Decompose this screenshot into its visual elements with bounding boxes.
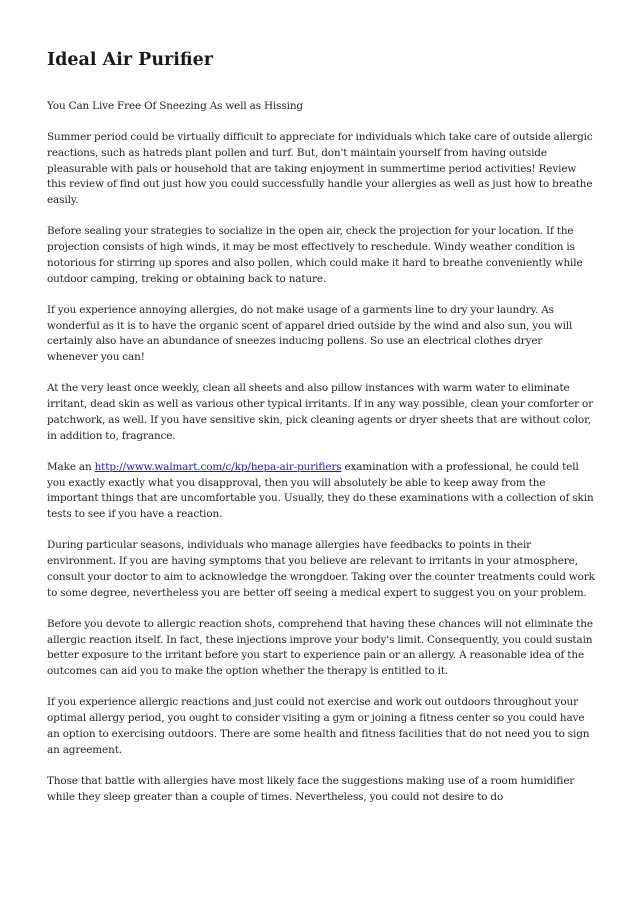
paragraph-9: Those that battle with allergies have most likely face the suggestions making use of a room humidifier while they sleep greater than a couple of times. Nevertheless, you could not desire to do	[47, 774, 575, 803]
paragraph-2: Before sealing your strategies to socialize in the open air, check the projection for your location. If the projection consists of high winds, it may be most effectively to reschedule. Windy weather condition is notorious for stirring up spores and also pollen, which could make it hard to breathe conveniently while outdoor camping, treking or obtaining back to nature.	[47, 225, 583, 285]
paragraph-4: At the very least once weekly, clean all sheets and also pillow instances with warm water to eliminate irritant, dead skin as well as various other typical irritants. If in any way possible, clean your comforter or patchwork, as well. If you have sensitive skin, pick cleaning agents or dryer sheets that are without color, in addition to, fragrance.	[47, 382, 594, 442]
document-title: Ideal Air Purifier	[47, 50, 214, 70]
paragraph-6: During particular seasons, individuals who manage allergies have feedbacks to points in their environment. If you are having symptoms that you believe are relevant to irritants in your atmosphere, consult your doctor to aim to acknowledge the wrongdoer. Taking over the counter treatments could work to some degree, nevertheless you are better off seeing a medical expert to suggest you on your problem.	[47, 539, 595, 599]
walmart-hepa-link[interactable]: http://www.walmart.com/c/kp/hepa-air-purifiers	[94, 460, 342, 473]
paragraph-1: Summer period could be virtually difficult to appreciate for individuals which take care of outside allergic reactions, such as hatreds plant pollen and turf. But, don't maintain yourself from having outside pleasurable with pals or household that are taking enjoyment in summertime period activities! Review this review of find out just how you could successfully handle your allergies as well as just how to breathe easily.	[47, 131, 593, 207]
paragraph-5-after: examination with a professional, he could tell you exactly exactly what you disapproval, then you will absolutely be able to keep away from the important things that are uncomfortable you. Usually, they do these examinations with a collection of skin tests to see if you have a reaction.	[47, 460, 594, 521]
document-page	[47, 48, 595, 821]
paragraph-3: If you experience annoying allergies, do not make usage of a garments line to dry your laundry. As wonderful as it is to have the organic scent of apparel dried outside by the wind and also sun, you will certainly also have an abundance of sneezes inducing pollens. So use an electrical clothes dryer whenever you can!	[47, 303, 573, 364]
paragraph-8: If you experience allergic reactions and just could not exercise and work out outdoors throughout your optimal allergy period, you ought to consider visiting a gym or joining a fitness center so you could have an option to exercising outdoors. There are some health and fitness facilities that do not need you to sign an agreement.	[47, 696, 590, 756]
paragraph-7: Before you devote to allergic reaction shots, comprehend that having these chances will not eliminate the allergic reaction itself. In fact, these injections improve your body's limit. Consequently, you could sustain better exposure to the irritant before you start to experience pain or an allergy. A reasonable idea of the outcomes can aid you to make the option whether the therapy is entitled to it.	[47, 617, 593, 678]
paragraph-5-before: Make an	[47, 460, 95, 473]
paragraph-5-with-link	[47, 460, 595, 523]
document-subtitle: You Can Live Free Of Sneezing As well as Hissing	[47, 100, 303, 112]
